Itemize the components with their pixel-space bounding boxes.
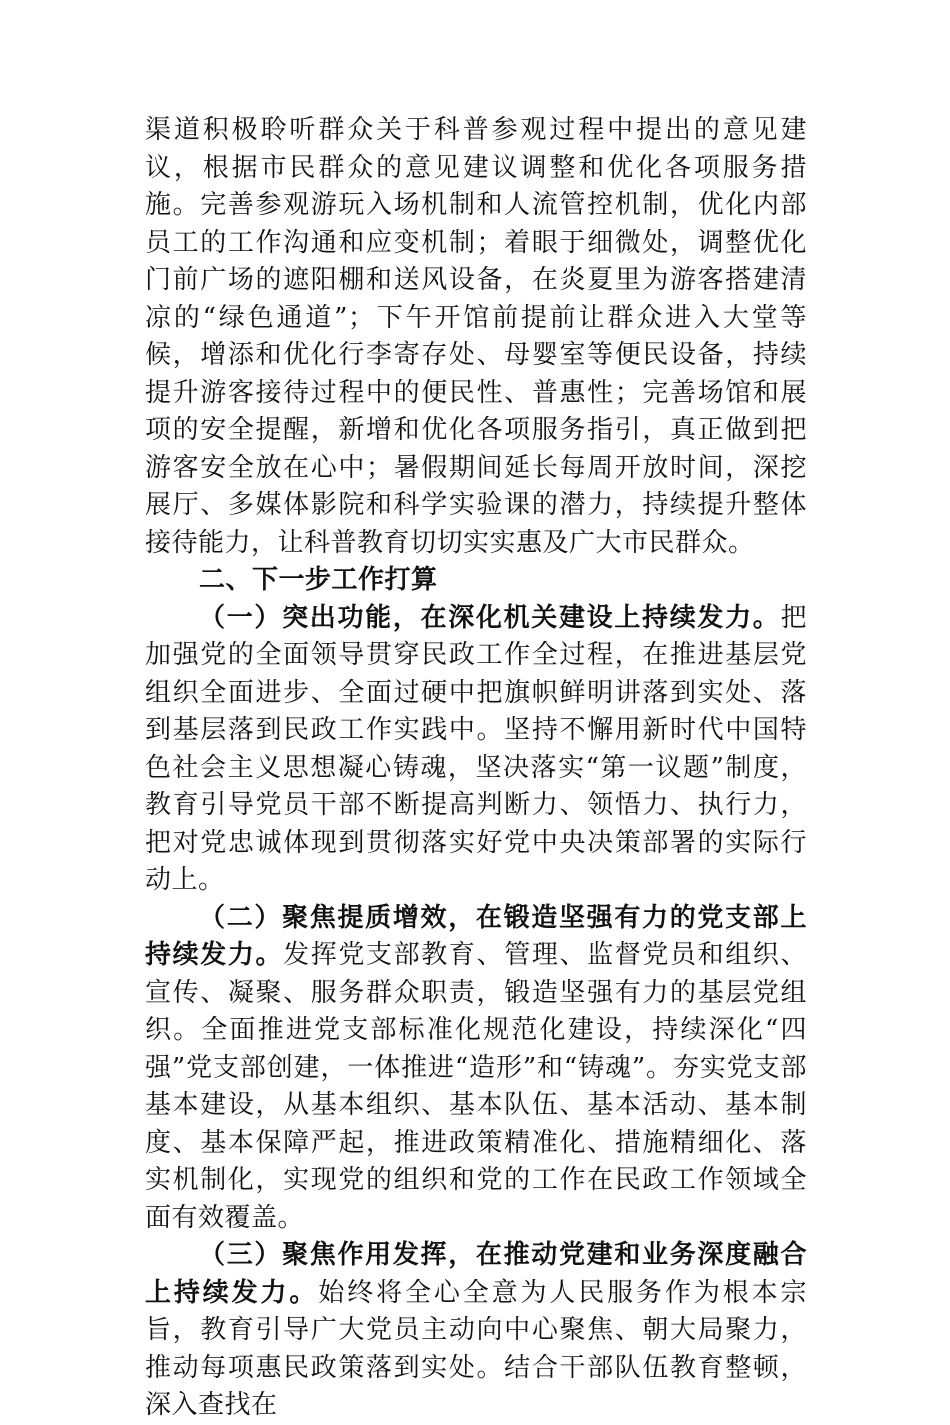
paragraph-item-2 <box>145 900 807 1238</box>
item-2-lead: （二）聚焦提质增效，在锻造坚强有力的党支部上持续发力。 <box>145 902 807 970</box>
document-page <box>145 112 807 1425</box>
item-3-body: 始终将全心全意为人民服务作为根本宗旨，教育引导广大党员主动向中心聚焦、朝大局聚力，推动每项惠民政策落到实处。结合干部队伍教育整顿，深入查找在 <box>145 1277 807 1420</box>
paragraph-service-measures: 渠道积极聆听群众关于科普参观过程中提出的意见建议，根据市民群众的意见建议调整和优化各项服务措施。完善参观游玩入场机制和人流管控机制，优化内部员工的工作沟通和应变机制；着眼于细微处，调整优化门前广场的遮阳棚和送风设备，在炎夏里为游客搭建清凉的“绿色通道”；下午开馆前提前让群众进入大堂等候，增添和优化行李寄存处、母婴室等便民设备，持续提升游客接待过程中的便民性、普惠性；完善场馆和展项的安全提醒，新增和优化各项服务指引，真正做到把游客安全放在心中；暑假期间延长每周开放时间，深挖展厅、多媒体影院和科学实验课的潜力，持续提升整体接待能力，让科普教育切切实实惠及广大市民群众。 <box>145 115 807 558</box>
item-1-body: 把加强党的全面领导贯穿民政工作全过程，在推进基层党组织全面进步、全面过硬中把旗帜鲜明讲落到实处、落到基层落到民政工作实践中。坚持不懈用新时代中国特色社会主义思想凝心铸魂，坚决落实“第一议题”制度，教育引导党员干部不断提高判断力、领悟力、执行力，把对党忠诚体现到贯彻落实好党中央决策部署的实际行动上。 <box>145 602 807 895</box>
section-heading: 二、下一步工作打算 <box>199 565 438 595</box>
paragraph-item-1 <box>145 600 807 900</box>
item-1-lead: （一）突出功能，在深化机关建设上持续发力。 <box>199 602 781 633</box>
item-2-body: 发挥党支部教育、管理、监督党员和组织、宣传、凝聚、服务群众职责，锻造坚强有力的基层党组织。全面推进党支部标准化规范化建设，持续深化“四强”党支部创建，一体推进“造形”和“铸魂”。夯实党支部基本建设，从基本组织、基本队伍、基本活动、基本制度、基本保障严起，推进政策精准化、措施精细化、落实机制化，实现党的组织和党的工作在民政工作领域全面有效覆盖。 <box>145 940 807 1233</box>
paragraph-item-3 <box>145 1237 807 1425</box>
item-3-lead: （三）聚焦作用发挥，在推动党建和业务深度融合上持续发力。 <box>145 1240 807 1308</box>
